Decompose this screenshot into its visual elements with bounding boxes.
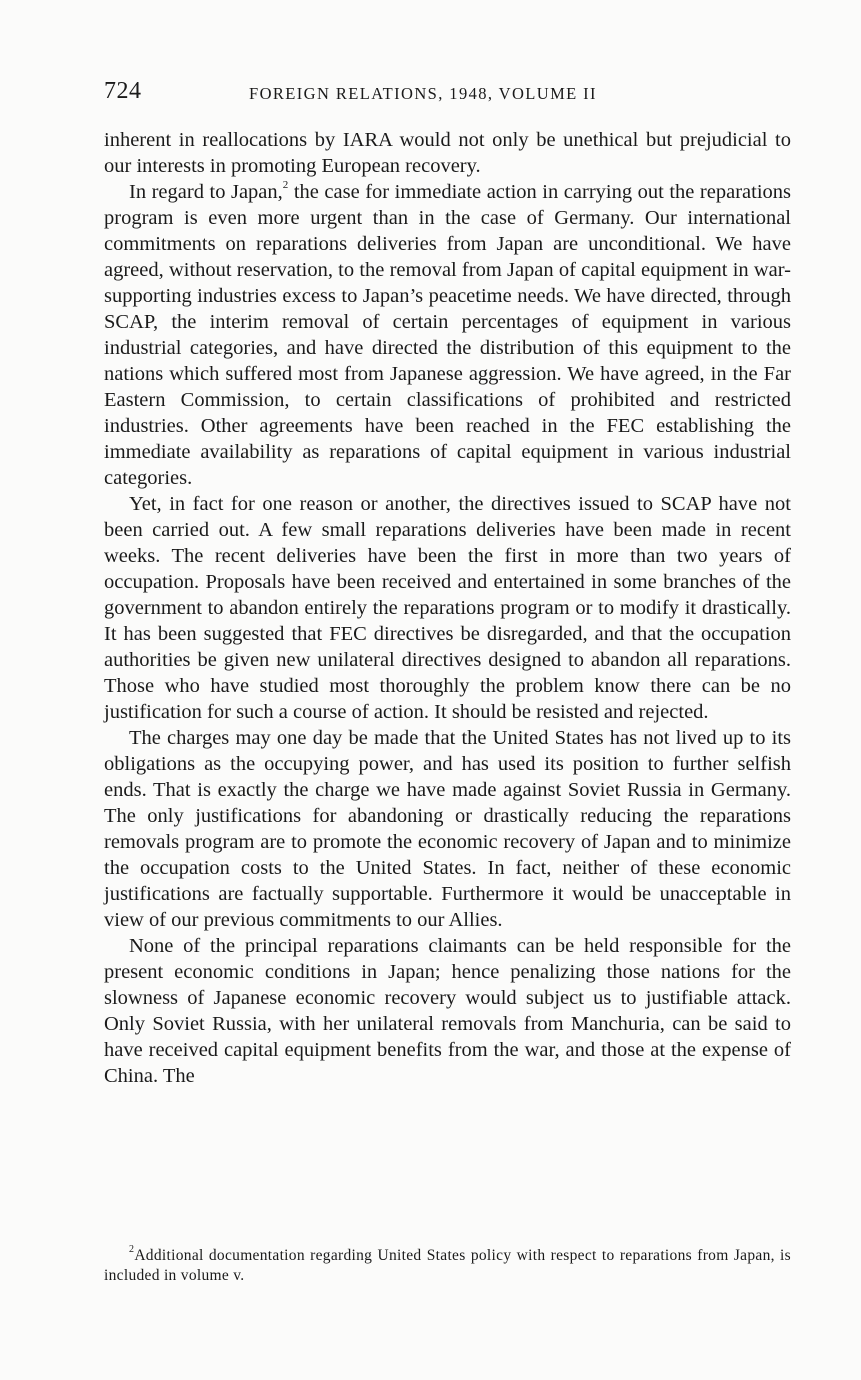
paragraph-text-after-note: the case for immediate action in carrying out the reparations program is even more urgent than in the case of Germany. Our international commitments on reparations deliveries from Japan are unconditional. We have agreed, without reservation, to the removal from Japan of capital equipment in war-supporting industries excess to Japan’s peacetime needs. We have directed, through SCAP, the interim removal of certain percentages of equipment in various industrial categories, and have directed the distribution of this equipment to the nations which suffered most from Japanese aggression. We have agreed, in the Far Eastern Commission, to certain classifications of prohibited and restricted industries. Other agreements have been reached in the FEC establishing the immediate availability as reparations of capital equipment in various industrial categories. <box>104 181 791 489</box>
footnote-marker: 2 <box>129 1243 135 1255</box>
running-title: FOREIGN RELATIONS, 1948, VOLUME II <box>249 84 597 103</box>
paragraph-text: None of the principal reparations claimants can be held responsible for the present economic conditions in Japan; hence penalizing those nations for the slowness of Japanese economic recovery would subject us to justifiable attack. Only Soviet Russia, with her unilateral removals from Manchuria, can be said to have received capital equipment benefits from the war, and those at the expense of China. The <box>104 935 791 1087</box>
footnote <box>104 1243 791 1286</box>
paragraph-text: inherent in reallocations by IARA would not only be unethical but prejudicial to our interests in promoting European recovery. <box>104 129 791 177</box>
paragraph-directives <box>104 491 791 725</box>
paragraph-claimants <box>104 933 791 1089</box>
paragraph-text: The charges may one day be made that the United States has not lived up to its obligations as the occupying power, and has used its position to further selfish ends. That is exactly the charge we have made against Soviet Russia in Germany. The only justifications for abandoning or drastically reducing the reparations removals program are to promote the economic recovery of Japan and to minimize the occupation costs to the United States. In fact, neither of these economic justifications are factually supportable. Furthermore it would be unacceptable in view of our previous commitments to our Allies. <box>104 727 791 931</box>
paragraph-continued <box>104 127 791 179</box>
paragraph-text-before-note: In regard to Japan, <box>129 181 283 203</box>
page-number: 724 <box>104 78 142 104</box>
paragraph-japan <box>104 179 791 491</box>
paragraph-charges <box>104 725 791 933</box>
footnote-text: Additional documentation regarding United States policy with respect to reparations from Japan, is included in volume v. <box>104 1247 791 1284</box>
paragraph-text: Yet, in fact for one reason or another, the directives issued to SCAP have not been carried out. A few small reparations deliveries have been made in recent weeks. The recent deliveries have been the first in more than two years of occupation. Proposals have been received and entertained in some branches of the government to abandon entirely the reparations program or to modify it drastically. It has been suggested that FEC directives be disregarded, and that the occupation authorities be given new unilateral directives designed to abandon all reparations. Those who have studied most thoroughly the problem know there can be no justification for such a course of action. It should be resisted and rejected. <box>104 493 791 723</box>
running-head <box>104 78 792 112</box>
footnote-reference[interactable]: 2 <box>282 179 289 192</box>
body-text <box>104 127 791 1089</box>
